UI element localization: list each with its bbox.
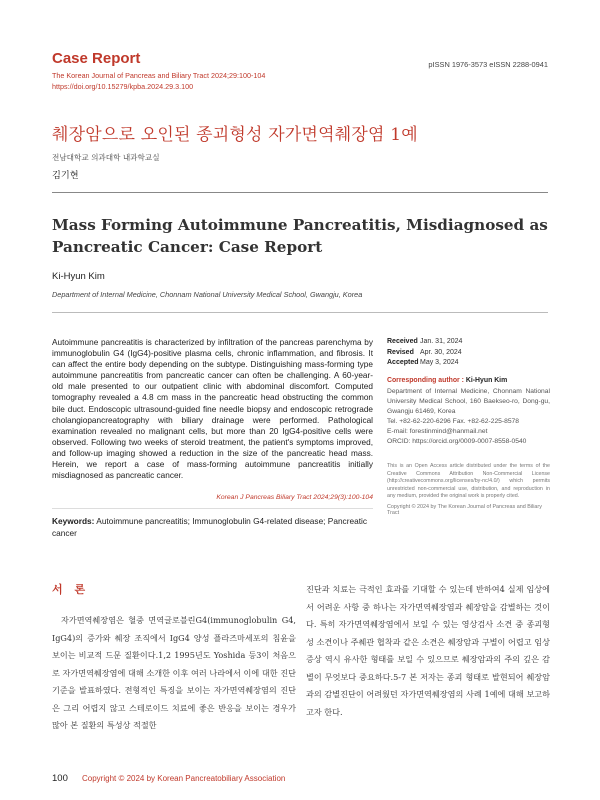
corresponding-address: Department of Internal Medicine, Chonnam National University Medical School, 160 Baekseo-ro, Dong-gu, Gwangju 61469, Korea: [387, 388, 550, 415]
keywords-list: Autoimmune pancreatitis; Immunoglobulin G4-related disease; Pancreatic cancer: [52, 516, 367, 538]
corresponding-author-details: [387, 387, 550, 447]
abstract-citation: Korean J Pancreas Biliary Tract 2024;29(3):100-104: [216, 494, 373, 501]
body-paragraph-right: 진단과 치료는 극적인 효과를 기대할 수 있는데 반하여4 실제 임상에서 어려운 사항 중 하나는 자가면역췌장염과 췌장암을 감별하는 것이다. 특히 자가면역췌장염에서 보일 수 있는 영상검사 소견 중 종괴형성 소견이나 주췌관 협착과 같은 소견은 췌장암과 구별이 어렵고 임상 증상 역시 유사한 형태를 보일 수 있으므로 췌장암과의 주의 깊은 감별이 무엇보다 중요하다.5-7 본 저자는 종괴 형태로 발현되어 췌장암과의 감별진단이 어려웠던 자가면역췌장염의 사례 1예에 대해 보고하고자 한다.: [306, 584, 550, 717]
english-title: Mass Forming Autoimmune Pancreatitis, Misdiagnosed as Pancreatic Cancer: Case Report: [52, 216, 548, 256]
corresponding-author-heading: Corresponding author : Ki-Hyun Kim: [387, 377, 508, 384]
page-number: 100: [52, 773, 68, 784]
corresponding-email[interactable]: E-mail: forestinmind@hanmail.net: [387, 428, 488, 435]
keywords: [52, 516, 373, 539]
corresponding-phone: Tel. +82-62-220-6296 Fax. +82-62-225-8578: [387, 418, 519, 425]
revised-date: Revised Apr. 30, 2024: [387, 348, 462, 356]
issn-info: pISSN 1976-3573 eISSN 2288-0941: [428, 60, 548, 69]
section-title-introduction: 서 론: [52, 583, 90, 596]
corresponding-orcid[interactable]: ORCID: https://orcid.org/0009-0007-8558-0540: [387, 438, 527, 445]
accepted-date: AcceptedMay 3, 2024: [387, 359, 459, 366]
keywords-label: Keywords:: [52, 516, 95, 526]
side-copyright: Copyright © 2024 by The Korean Journal of Pancreas and Biliary Tract: [387, 504, 542, 516]
corresponding-author-name: Ki-Hyun Kim: [465, 377, 508, 384]
footer-copyright: Copyright © 2024 by Korean Pancreatobiliary Association: [82, 774, 286, 783]
abstract-divider: [52, 508, 373, 509]
received-date: Received Jan. 31, 2024: [387, 338, 463, 345]
header-divider: [52, 312, 548, 313]
open-access-notice: This is an Open Access article distributed under the terms of the Creative Commons Attribution Non-Commercial License (http://creativecommons.org/licenses/by-nc/4.0/) which permits unrestricted non-commercial use, distribution, and reproduction in any medium, provided the original work is properly cited.: [387, 463, 550, 500]
doi-link[interactable]: https://doi.org/10.15279/kpba.2024.29.3.100: [52, 82, 194, 91]
korean-affiliation: 전남대학교 의과대학 내과학교실: [52, 153, 160, 162]
english-author: Ki-Hyun Kim: [52, 271, 105, 282]
abstract-text: Autoimmune pancreatitis is characterized by infiltration of the pancreas parenchyma by immunoglobulin G4 (IgG4)-positive plasma cells, chronic inflammation, and fibrosis. It can affect the entire body depending on the subtype. Distinguishing mass-forming type autoimmune pancreatitis from pancreatic cancer can often be challenging. A 60-year-old male presented to our outpatient clinic with abdominal discomfort. Computed tomography revealed a 4.8 cm mass in the pancreatic head obstructing the common bile duct. Endoscopic ultrasound-guided fine needle biopsy and endoscopic retrograde cholangiopancreatography with biliary drainage were performed. Pathological examination revealed no malignant cells, but more than 20 IgG4-positive cells were observed. Following two weeks of steroid treatment, the patient's symptoms improved, and follow-up imaging showed a reduction in the size of the pancreatic head mass. Herein, we report a case of mass-forming autoimmune pancreatitis initially misdiagnosed as pancreatic cancer.: [52, 338, 373, 481]
title-divider: [52, 192, 548, 193]
korean-title: 췌장암으로 오인된 종괴형성 자가면역췌장염 1예: [52, 125, 418, 145]
english-affiliation: Department of Internal Medicine, Chonnam National University Medical School, Gwangju, Korea: [52, 290, 363, 299]
case-report-label: Case Report: [52, 50, 141, 67]
korean-author: 김기현: [52, 170, 79, 181]
journal-citation: The Korean Journal of Pancreas and Biliary Tract 2024;29:100-104: [52, 71, 266, 80]
body-paragraph-left: 자가면역췌장염은 혈중 면역글로블린G4(immunoglobulin G4, IgG4)의 증가와 췌장 조직에서 IgG4 양성 플라즈마세포의 침윤을 보이는 비교적 드문 질환이다.1,2 1995년도 Yoshida 등3이 처음으로 자가면역췌장염에 대해 소개한 이후 여러 나라에서 이에 대한 진단 기준을 발표하였다. 전형적인 특징을 보이는 자가면역췌장염의 진단은 그리 어렵지 않고 스테로이드 치료에 좋은 반응을 보이는 경우가 많아 본 질환의 특성상 적절한: [52, 615, 296, 730]
article-dates: [387, 337, 550, 369]
